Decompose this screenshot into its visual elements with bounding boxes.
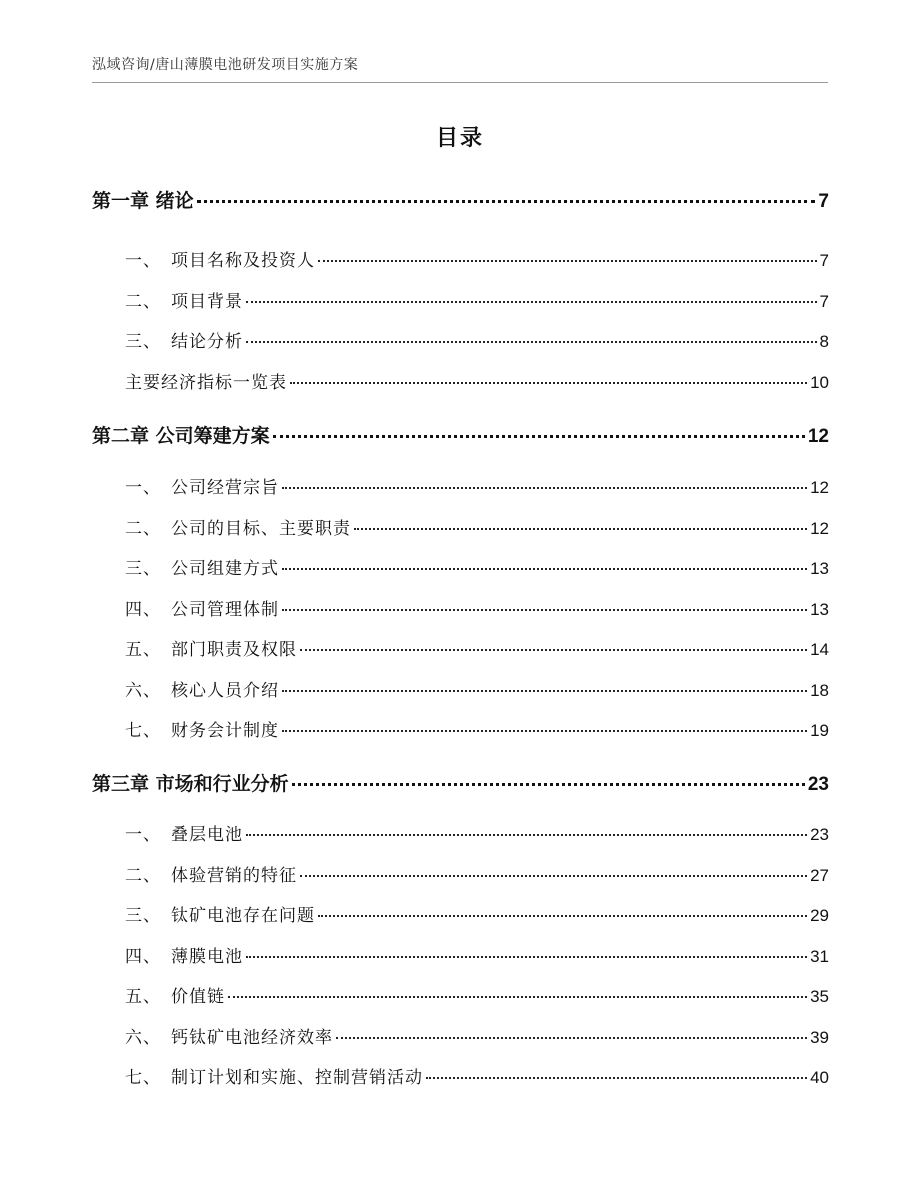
toc-section-entry[interactable]: [125, 1063, 829, 1088]
toc-section-entry[interactable]: [125, 246, 829, 271]
toc-section-entry[interactable]: [125, 327, 829, 352]
toc-section-entry[interactable]: [125, 820, 829, 845]
toc-entry-label: [125, 287, 243, 312]
dot-leader: [336, 1037, 807, 1039]
toc-entry-label: [125, 1023, 333, 1048]
dot-leader: [197, 200, 816, 203]
toc-entry-number: 五、: [125, 640, 161, 660]
toc-entry-label: [125, 514, 351, 539]
dot-leader: [426, 1077, 807, 1079]
toc-entry-title: 钛矿电池存在问题: [171, 906, 315, 926]
dot-leader: [246, 341, 817, 343]
toc-page-number: 35: [810, 987, 829, 1006]
toc-entry-label: [125, 861, 297, 886]
toc-entry-label: [125, 1063, 423, 1088]
toc-entry-label: [125, 554, 279, 579]
toc-entry-number: 一、: [125, 251, 161, 271]
toc-entry-title: 主要经济指标一览表: [125, 373, 287, 393]
toc-page-number: 7: [818, 191, 829, 212]
dot-leader: [228, 996, 807, 998]
toc-section-entry[interactable]: [125, 901, 829, 926]
toc-entry-number: 六、: [125, 1028, 161, 1048]
toc-entry-label: [125, 820, 243, 845]
toc-entry-title: 项目名称及投资人: [171, 251, 315, 271]
toc-entry-title: 第三章 市场和行业分析: [92, 773, 289, 795]
toc-entry-label: [125, 327, 243, 352]
toc-section-entry[interactable]: [125, 287, 829, 312]
toc-entry-label: [92, 186, 194, 213]
toc-entry-title: 第一章 绪论: [92, 190, 194, 212]
toc-entry-number: 四、: [125, 947, 161, 967]
toc-page-number: 40: [810, 1068, 829, 1087]
toc-entry-title: 项目背景: [171, 292, 243, 312]
toc-entry-number: 七、: [125, 721, 161, 741]
dot-leader: [292, 783, 805, 786]
dot-leader: [282, 609, 807, 611]
toc-page-number: 13: [810, 559, 829, 578]
toc-entry-number: 二、: [125, 519, 161, 539]
toc-entry-label: [92, 421, 270, 448]
toc-section-entry[interactable]: [125, 368, 829, 393]
toc-entry-title: 核心人员介绍: [171, 681, 279, 701]
toc-entry-title: 财务会计制度: [171, 721, 279, 741]
toc-section-entry[interactable]: [125, 595, 829, 620]
toc-entry-title: 公司管理体制: [171, 600, 279, 620]
toc-entry-title: 叠层电池: [171, 825, 243, 845]
toc-page-number: 23: [810, 825, 829, 844]
toc-entry-label: [125, 368, 287, 393]
toc-page-number: 27: [810, 866, 829, 885]
toc-entry-title: 价值链: [171, 987, 225, 1007]
toc-entry-number: 四、: [125, 600, 161, 620]
running-header: 泓域咨询/唐山薄膜电池研发项目实施方案: [92, 57, 359, 73]
dot-leader: [354, 528, 807, 530]
toc-page-number: 18: [810, 681, 829, 700]
toc-entry-title: 钙钛矿电池经济效率: [171, 1028, 333, 1048]
dot-leader: [282, 730, 807, 732]
toc-section-entry[interactable]: [125, 554, 829, 579]
dot-leader: [318, 915, 807, 917]
toc-entry-title: 公司经营宗旨: [171, 478, 279, 498]
dot-leader: [300, 649, 807, 651]
toc-entry-title: 结论分析: [171, 332, 243, 352]
toc-entry-number: 一、: [125, 478, 161, 498]
toc-page-number: 19: [810, 721, 829, 740]
toc-title: 目录: [435, 126, 484, 151]
toc-entry-title: 薄膜电池: [171, 947, 243, 967]
dot-leader: [282, 568, 807, 570]
toc-page-number: 7: [819, 292, 829, 311]
toc-section-entry[interactable]: [125, 676, 829, 701]
toc-page-number: 10: [810, 373, 829, 392]
toc-page-number: 12: [810, 478, 829, 497]
header-rule: [92, 82, 828, 83]
toc-entry-label: [125, 595, 279, 620]
toc-section-entry[interactable]: [125, 942, 829, 967]
dot-leader: [290, 382, 807, 384]
toc-entry-title: 第二章 公司筹建方案: [92, 425, 270, 447]
toc-entry-label: [125, 473, 279, 498]
toc-entry-label: [125, 942, 243, 967]
toc-entry-label: [125, 676, 279, 701]
toc-entry-number: 三、: [125, 332, 161, 352]
toc-entry-title: 部门职责及权限: [171, 640, 297, 660]
dot-leader: [282, 690, 807, 692]
toc-chapter-entry[interactable]: [92, 769, 829, 796]
toc-entry-number: 六、: [125, 681, 161, 701]
dot-leader: [318, 260, 817, 262]
toc-entry-number: 一、: [125, 825, 161, 845]
toc-page-number: 39: [810, 1028, 829, 1047]
dot-leader: [246, 301, 817, 303]
toc-chapter-entry[interactable]: [92, 186, 829, 213]
toc-entry-label: [125, 635, 297, 660]
toc-section-entry[interactable]: [125, 982, 829, 1007]
toc-page-number: 13: [810, 600, 829, 619]
toc-section-entry[interactable]: [125, 716, 829, 741]
toc-section-entry[interactable]: [125, 1023, 829, 1048]
toc-entry-label: [125, 246, 315, 271]
toc-page-number: 31: [810, 947, 829, 966]
toc-entry-title: 公司组建方式: [171, 559, 279, 579]
toc-entry-number: 三、: [125, 559, 161, 579]
toc-entry-title: 公司的目标、主要职责: [171, 519, 351, 539]
toc-entry-title: 制订计划和实施、控制营销活动: [171, 1068, 423, 1088]
toc-section-entry[interactable]: [125, 861, 829, 886]
dot-leader: [246, 834, 807, 836]
toc-entry-number: 七、: [125, 1068, 161, 1088]
toc-page-number: 14: [810, 640, 829, 659]
toc-section-entry[interactable]: [125, 635, 829, 660]
toc-entry-number: 二、: [125, 866, 161, 886]
toc-entry-number: 二、: [125, 292, 161, 312]
dot-leader: [282, 487, 807, 489]
toc-page-number: 7: [819, 251, 829, 270]
dot-leader: [246, 956, 807, 958]
toc-entry-label: [125, 716, 279, 741]
dot-leader: [273, 435, 805, 438]
toc-entry-label: [92, 769, 289, 796]
toc-entry-title: 体验营销的特征: [171, 866, 297, 886]
toc-entry-label: [125, 901, 315, 926]
toc-chapter-entry[interactable]: [92, 421, 829, 448]
toc-entry-number: 三、: [125, 906, 161, 926]
toc-page-number: 29: [810, 906, 829, 925]
toc-page-number: 12: [807, 426, 829, 447]
toc-section-entry[interactable]: [125, 514, 829, 539]
toc-page-number: 23: [807, 774, 829, 795]
toc-page-number: 12: [810, 519, 829, 538]
toc-page-number: 8: [819, 332, 829, 351]
toc-section-entry[interactable]: [125, 473, 829, 498]
toc-entry-number: 五、: [125, 987, 161, 1007]
dot-leader: [300, 875, 807, 877]
toc-entry-label: [125, 982, 225, 1007]
